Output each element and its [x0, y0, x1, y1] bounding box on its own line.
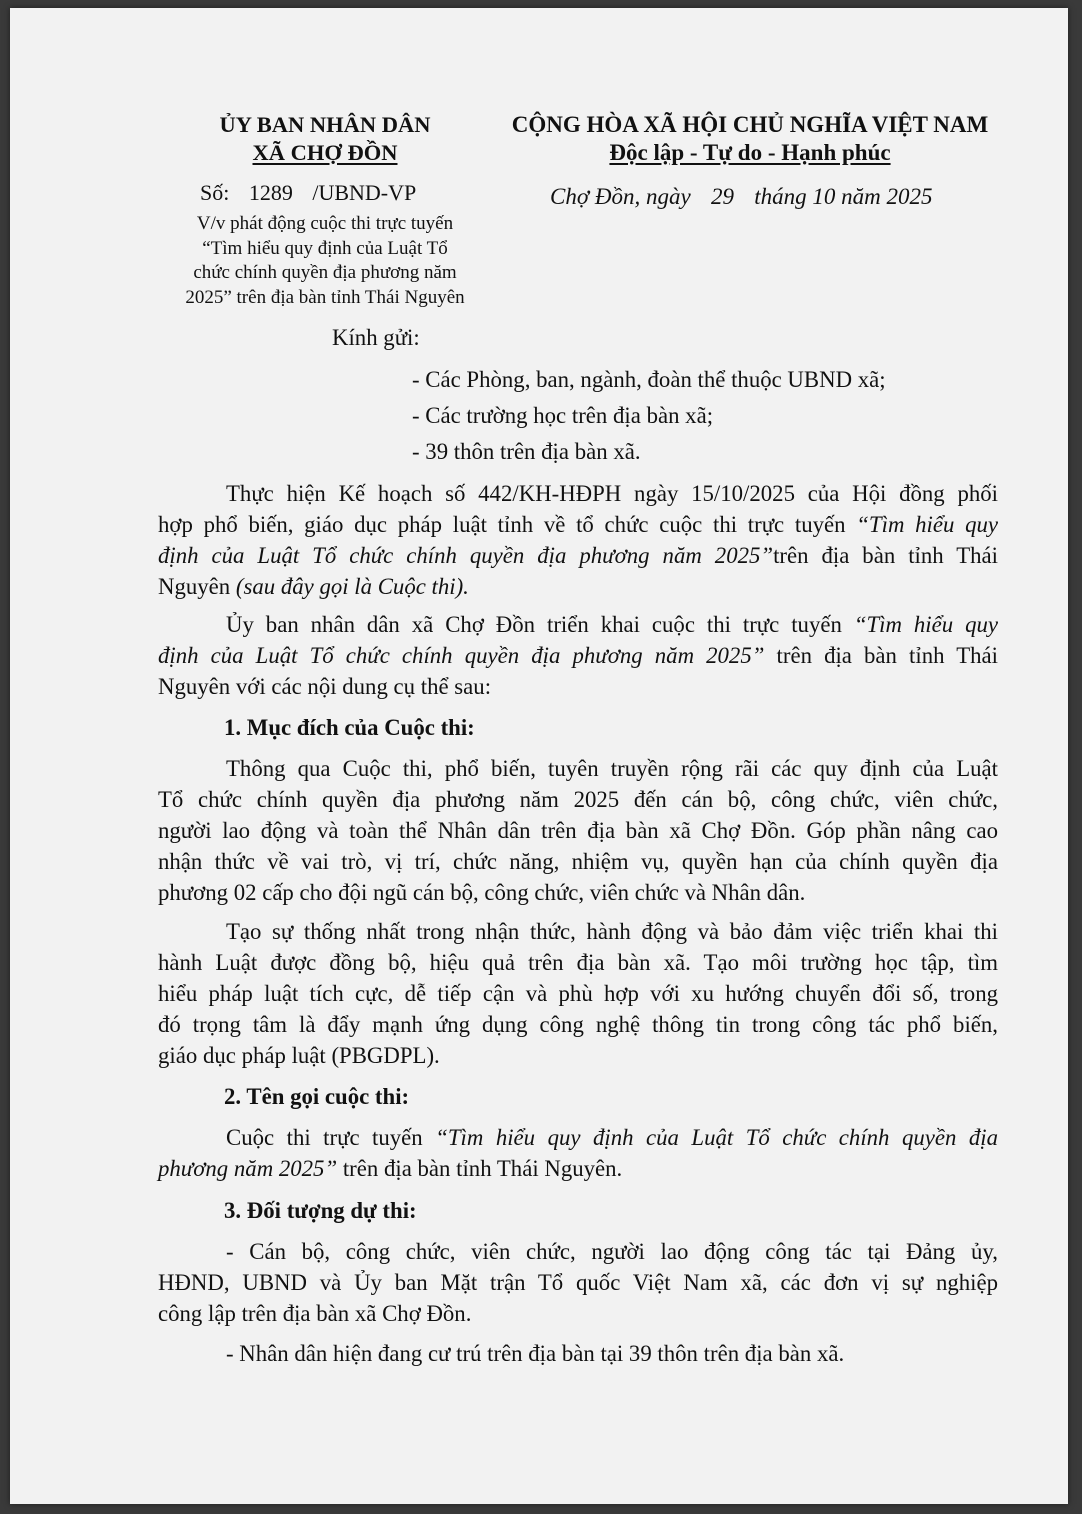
- unit-name: [160, 140, 490, 166]
- unit-name-text: XÃ CHỢ ĐỒN: [252, 140, 398, 165]
- s2-line: phương năm 2025” trên địa bàn tỉnh Thái Nguyên.: [158, 1156, 623, 1181]
- intro-paragraph: [158, 478, 998, 602]
- recipients-label: Kính gửi:: [332, 325, 420, 350]
- s1p1-line: người lao động và toàn thể Nhân dân trên địa bàn xã Chợ Đồn. Góp phần nâng cao: [158, 818, 998, 843]
- section2-heading: 2. Tên gọi cuộc thi:: [224, 1084, 410, 1109]
- intro-line: Thực hiện Kế hoạch số 442/KH-HĐPH ngày 15/10/2025 của Hội đồng phối: [226, 481, 998, 506]
- intro-line: định của Luật Tổ chức chính quyền địa phương năm 2025”trên địa bàn tỉnh Thái: [158, 543, 998, 568]
- date-month-year: tháng 10 năm 2025: [754, 184, 933, 209]
- launch-line: Ủy ban nhân dân xã Chợ Đồn triển khai cuộc thi trực tuyến “Tìm hiểu quy: [226, 612, 999, 637]
- s1p2-line: hành Luật được đồng bộ, hiệu quả trên địa bàn xã. Tạo môi trường học tập, tìm: [158, 950, 998, 975]
- section1-paragraph2: [158, 916, 998, 1071]
- s3p1-line: HĐND, UBND và Ủy ban Mặt trận Tổ quốc Việt Nam xã, các đơn vị sự nghiệp: [158, 1270, 998, 1295]
- nation-title: CỘNG HÒA XÃ HỘI CHỦ NGHĨA VIỆT NAM: [511, 112, 989, 137]
- section3-paragraph1: [158, 1236, 998, 1329]
- s1p2-line: Tạo sự thống nhất trong nhận thức, hành động và bảo đảm việc triển khai thi: [226, 919, 998, 944]
- subject-line: “Tìm hiểu quy định của Luật Tổ: [202, 237, 448, 259]
- so-suffix: /UBND-VP: [312, 180, 417, 205]
- s1p2-line: giáo dục pháp luật (PBGDPL).: [158, 1043, 440, 1068]
- document-page: [10, 8, 1068, 1504]
- document-number: [200, 180, 416, 206]
- so-number: 1289: [248, 180, 293, 205]
- motto: [490, 140, 1010, 166]
- subject-line: 2025” trên địa bàn tỉnh Thái Nguyên: [185, 286, 465, 308]
- s1p1-line: Tổ chức chính quyền địa phương năm 2025 đến cán bộ, công chức, viên chức,: [158, 787, 998, 812]
- so-label: Số:: [200, 180, 230, 205]
- section3-heading: 3. Đối tượng dự thi:: [224, 1198, 417, 1223]
- s2-line: Cuộc thi trực tuyến “Tìm hiểu quy định của Luật Tổ chức chính quyền địa: [226, 1125, 998, 1150]
- recipient-item: - Các trường học trên địa bàn xã;: [412, 403, 714, 428]
- date-place: Chợ Đồn, ngày: [550, 184, 691, 209]
- launch-line: định của Luật Tổ chức chính quyền địa phương năm 2025” trên địa bàn tỉnh Thái: [158, 643, 998, 668]
- date-line: [550, 184, 932, 210]
- recipient-item: - 39 thôn trên địa bàn xã.: [412, 439, 641, 464]
- section3-paragraph2: - Nhân dân hiện đang cư trú trên địa bàn tại 39 thôn trên địa bàn xã.: [226, 1341, 845, 1366]
- date-day: 29: [710, 184, 734, 209]
- s1p1-line: Thông qua Cuộc thi, phổ biến, tuyên truyền rộng rãi các quy định của Luật: [226, 756, 998, 781]
- intro-line: hợp phổ biến, giáo dục pháp luật tỉnh về tổ chức cuộc thi trực tuyến “Tìm hiểu quy: [158, 512, 998, 537]
- s3p1-line: - Cán bộ, công chức, viên chức, người lao động công tác tại Đảng ủy,: [226, 1239, 998, 1264]
- s1p1-line: nhận thức về vai trò, vị trí, chức năng, nhiệm vụ, quyền hạn của chính quyền địa: [158, 849, 998, 874]
- launch-line: Nguyên với các nội dung cụ thể sau:: [158, 674, 492, 699]
- subject-line: V/v phát động cuộc thi trực tuyến: [196, 213, 454, 234]
- section1-paragraph1: [158, 753, 998, 908]
- motto-text: Độc lập - Tự do - Hạnh phúc: [609, 140, 891, 165]
- subject-line: chức chính quyền địa phương năm: [193, 262, 457, 283]
- launch-paragraph: [158, 609, 998, 702]
- s1p1-line: phương 02 cấp cho đội ngũ cán bộ, công chức, viên chức và Nhân dân.: [158, 880, 806, 905]
- intro-line: Nguyên (sau đây gọi là Cuộc thi).: [158, 574, 469, 599]
- subject-block: [145, 212, 505, 310]
- agency-name: ỦY BAN NHÂN DÂN: [219, 112, 431, 137]
- s1p2-line: đó trọng tâm là đẩy mạnh ứng dụng công nghệ thông tin trong công tác phổ biến,: [158, 1012, 998, 1037]
- recipient-item: - Các Phòng, ban, ngành, đoàn thể thuộc UBND xã;: [412, 367, 886, 392]
- s3p1-line: công lập trên địa bàn xã Chợ Đồn.: [158, 1301, 472, 1326]
- section2-paragraph: [158, 1122, 998, 1184]
- section1-heading: 1. Mục đích của Cuộc thi:: [224, 715, 475, 740]
- s1p2-line: hiểu pháp luật tích cực, dễ tiếp cận và phù hợp với xu hướng chuyển đổi số, trong: [158, 981, 998, 1006]
